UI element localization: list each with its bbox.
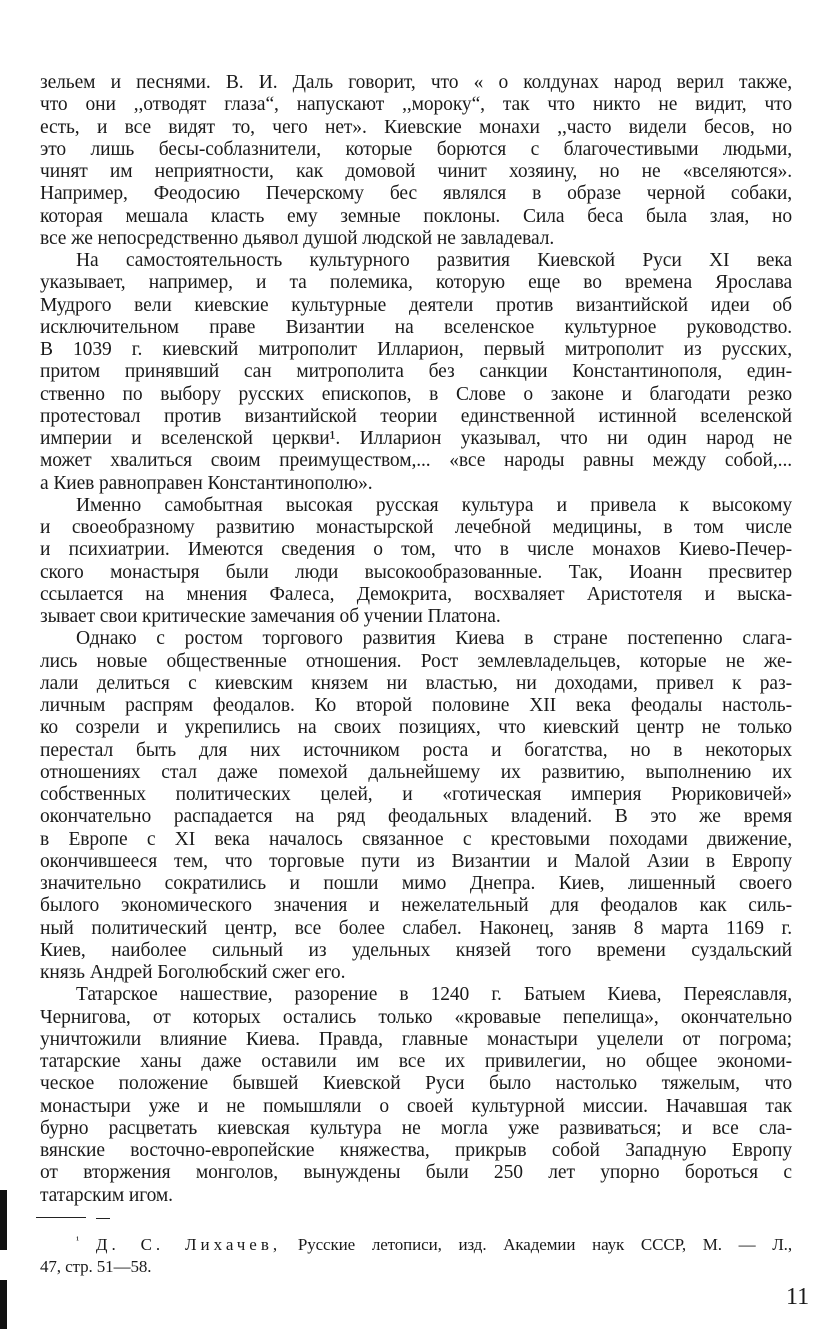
scan-edge-mark: [0, 1280, 7, 1329]
text-line: и психиатрии. Имеются сведения о том, что в числе монахов Киево-Печер-: [40, 539, 792, 561]
text-line: империи и вселенской церкви¹. Илларион указывал, что ни один народ не: [40, 428, 792, 449]
text-line: В 1039 г. киевский митрополит Илларион, первый митрополит из русских,: [40, 339, 792, 360]
text-line: есть, и все видят то, чего нет». Киевские монахи ,,часто видели бесов, но: [40, 116, 792, 138]
text-line: лись новые общественные отношения. Рост землевладельцев, которые не же-: [40, 650, 792, 672]
text-line: которая мешала класть ему земные поклоны. Сила беса была злая, но: [40, 205, 792, 227]
text-line: уничтожили влияние Киева. Правда, главные монастыри уцелели от погрома;: [40, 1028, 792, 1050]
text-line: и своеобразному развитию монастырской лечебной медицины, в том числе: [40, 517, 792, 538]
text-line: все же непосредственно дьявол душой людской не завладевал.: [40, 227, 555, 249]
text-line: былого экономического значения и нежелательный для феодалов как силь-: [40, 895, 792, 917]
footnote: [40, 1234, 792, 1278]
text-line: зельем и песнями. В. И. Даль говорит, что « о колдунах народ верил также,: [40, 72, 792, 93]
text-line: отношениях стал даже помехой дальнейшему их развитию, выполнению их: [40, 761, 792, 783]
paragraph: [40, 628, 792, 984]
text-line: князь Андрей Боголюбский сжег его.: [40, 962, 346, 983]
text-line: вянские восточно-европейские княжества, прикрыв собой Западную Европу: [40, 1140, 792, 1161]
paragraph: [40, 72, 792, 250]
footnote-divider-short: [96, 1218, 110, 1219]
paragraph: [40, 250, 792, 495]
text-line: ко созрели и укрепились на своих позициях, что киевский центр не только: [40, 717, 792, 739]
text-line: от вторжения монголов, вынуждены были 250 лет упорно бороться с: [40, 1162, 792, 1184]
text-line: Именно самобытная высокая русская культура и привела к высокому: [76, 494, 792, 516]
paragraph: [40, 495, 792, 629]
text-line: Мудрого вели киевские культурные деятели против византийской идеи об: [40, 294, 792, 316]
text-line: личным распрям феодалов. Ко второй половине XII века феодалы настоль-: [40, 695, 792, 716]
text-line: Татарское нашествие, разорение в 1240 г. Батыем Киева, Переяславля,: [76, 984, 792, 1006]
scan-edge-mark: [0, 1190, 7, 1250]
text-line: исключительном праве Византии на вселенское культурное руководство.: [40, 316, 792, 338]
text-line: что они ,,отводят глаза“, напускают ,,мороку“, так что никто не видит, что: [40, 94, 792, 116]
text-line: Чернигова, от которых остались только «кровавые пепелища», окончательно: [40, 1006, 792, 1028]
text-line: собственных политических целей, и «готическая империя Рюриковичей»: [40, 784, 792, 805]
text-line: в Европе с XI века началось связанное с крестовыми походами движение,: [40, 828, 792, 850]
text-line: а Киев равноправен Константинополю».: [40, 472, 373, 494]
footnote-line-1: [40, 1234, 792, 1256]
footnote-line-2: 47, стр. 51—58.: [40, 1257, 152, 1276]
text-line: чинят им неприятности, как домовой чинит хозяину, но не «вселяются».: [40, 161, 792, 182]
text-line: Например, Феодосию Печерскому бес являлся в образе черной собаки,: [40, 183, 792, 205]
text-line: притом принявший сан митрополита без санкции Константинополя, един-: [40, 361, 792, 383]
text-line: ссылается на мнения Фалеса, Демокрита, восхваляет Аристотеля и выска-: [40, 583, 792, 605]
page-number: 11: [786, 1284, 810, 1310]
text-line: перестал быть для них источником роста и богатства, но в некоторых: [40, 739, 792, 761]
paragraph: [40, 984, 792, 1207]
footnote-citation: Русские летописи, изд. Академии наук СССР, М. — Л.,: [297, 1235, 792, 1254]
text-line: бурно расцветать киевская культура не могла уже развиваться; и все сла-: [40, 1117, 792, 1139]
text-line: зывает свои критические замечания об учении Платона.: [40, 606, 501, 627]
footnote-mark: ¹: [76, 1234, 80, 1247]
text-line: монастыри уже и не помышляли о своей культурной миссии. Начавшая так: [40, 1095, 792, 1117]
text-line: лали делиться с киевским князем ни властью, ни доходами, привел к раз-: [40, 672, 792, 694]
footnote-divider: [36, 1217, 86, 1218]
text-line: окончившееся тем, что торговые пути из Византии и Малой Азии в Европу: [40, 850, 792, 872]
text-line: татарским игом.: [40, 1184, 173, 1206]
body-text: [40, 72, 792, 1207]
text-line: значительно сократились и пошли мимо Днепра. Киев, лишенный своего: [40, 873, 792, 894]
footnote-author: Д. С. Лихачев,: [95, 1235, 282, 1254]
text-line: ный политический центр, все более слабел. Наконец, заняв 8 марта 1169 г.: [40, 917, 792, 939]
text-line: протестовал против византийской теории единственной истинной вселенской: [40, 405, 792, 427]
text-line: татарские ханы даже оставили им все их привилегии, но общее экономи-: [40, 1051, 792, 1072]
text-line: ского монастыря были люди высокообразованные. Так, Иоанн пресвитер: [40, 561, 792, 583]
text-line: может хвалиться своим преимуществом,... «все народы равны между собой,...: [40, 450, 792, 472]
text-line: На самостоятельность культурного развития Киевской Руси XI века: [76, 250, 792, 271]
text-line: это лишь бесы-соблазнители, которые борются с благочестивыми людьми,: [40, 138, 792, 160]
text-line: указывает, например, и та полемика, которую еще во времена Ярослава: [40, 272, 792, 294]
text-line: Однако с ростом торгового развития Киева в стране постепенно слага-: [76, 628, 792, 650]
text-line: Киев, наиболее сильный из удельных князей того времени суздальский: [40, 939, 792, 961]
text-line: ческое положение бывшей Киевской Руси было настолько тяжелым, что: [40, 1073, 792, 1095]
text-line: окончательно распадается на ряд феодальных владений. В это же время: [40, 806, 792, 828]
text-line: ственно по выбору русских епископов, в Слове о законе и благодати резко: [40, 383, 792, 405]
